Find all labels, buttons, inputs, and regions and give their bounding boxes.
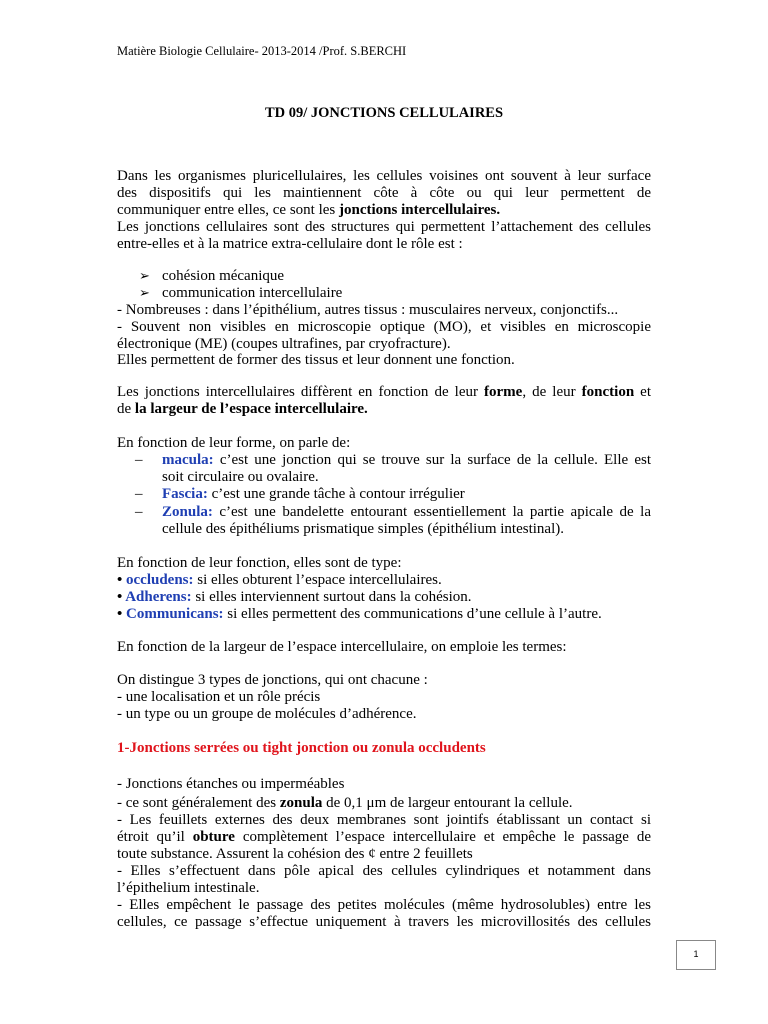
dash-bullet: – bbox=[135, 504, 143, 520]
differ-line-1: Les jonctions intercellulaires diffèrent en fonction de leur forme, de leur fonction et bbox=[117, 384, 652, 400]
intro-line-3: communiquer entre elles, ce sont les jonctions intercellulaires. bbox=[117, 202, 501, 218]
section-line-3: - Les feuillets externes des deux membranes sont jointifs établissant un contact si bbox=[117, 812, 651, 828]
zonula-line-2: cellule des épithéliums prismatique simples (épithélium intestinal). bbox=[162, 521, 564, 537]
types-line-3: - un type ou un groupe de molécules d’adhérence. bbox=[117, 706, 417, 722]
zonula-term: Zonula: bbox=[162, 504, 213, 520]
intro-line-5: entre-elles et à la matrice extra-cellulaire dont le rôle est : bbox=[117, 236, 463, 252]
section-line-2: - ce sont généralement des zonula de 0,1 μm de largeur entourant la cellule. bbox=[117, 795, 573, 811]
arrow-bullet-icon: ➢ bbox=[139, 268, 150, 283]
types-line-2: - une localisation et un rôle précis bbox=[117, 689, 321, 705]
intro-line-4: Les jonctions cellulaires sont des structures qui permettent l’attachement des cellules bbox=[117, 219, 651, 235]
fascia-line: Fascia: c’est une grande tâche à contour irrégulier bbox=[162, 486, 465, 502]
fascia-term: Fascia: bbox=[162, 486, 208, 502]
role-item: cohésion mécanique bbox=[162, 268, 285, 284]
intro-line-1: Dans les organismes pluricellulaires, les cellules voisines ont souvent à leur surface bbox=[117, 168, 651, 184]
section-line-6: - Elles s’effectuent dans pôle apical des cellules cylindriques et notamment dans bbox=[117, 863, 651, 879]
fonction-adherens: • Adherens: si elles interviennent surtout dans la cohésion. bbox=[117, 589, 472, 605]
fonction-intro: En fonction de leur fonction, elles sont de type: bbox=[117, 555, 402, 571]
role-item: communication intercellulaire bbox=[162, 285, 343, 301]
differ-line-2: de la largeur de l’espace intercellulaire. bbox=[117, 401, 368, 417]
zonula-line-1: Zonula: c’est une bandelette entourant essentiellement la partie apicale de la bbox=[162, 504, 651, 520]
fonction-communicans: • Communicans: si elles permettent des communications d’une cellule à l’autre. bbox=[117, 606, 602, 622]
types-line-1: On distingue 3 types de jonctions, qui ont chacune : bbox=[117, 672, 428, 688]
dash-bullet: – bbox=[135, 452, 143, 468]
section-heading: 1-Jonctions serrées ou tight jonction ou zonula occludents bbox=[117, 740, 486, 756]
page-title: TD 09/ JONCTIONS CELLULAIRES bbox=[264, 105, 504, 121]
fonction-occludens: • occludens: si elles obturent l’espace intercellulaires. bbox=[117, 572, 442, 588]
section-line-4: étroit qu’il obture complètement l’espace intercellulaire et empêche le passage de bbox=[117, 829, 651, 845]
macula-term: macula: bbox=[162, 452, 214, 468]
largeur-line: En fonction de la largeur de l’espace intercellulaire, on emploie les termes: bbox=[117, 639, 567, 655]
detail-line-1: - Nombreuses : dans l’épithélium, autres tissus : musculaires nerveux, conjonctifs... bbox=[117, 302, 619, 318]
section-line-1: - Jonctions étanches ou imperméables bbox=[117, 776, 345, 792]
intro-line-2: des dispositifs qui les maintiennent côte à côte ou qui leur permettent de bbox=[117, 185, 651, 201]
forme-intro: En fonction de leur forme, on parle de: bbox=[117, 435, 351, 451]
detail-line-4: Elles permettent de former des tissus et leur donnent une fonction. bbox=[117, 352, 515, 368]
dash-bullet: – bbox=[135, 486, 143, 502]
detail-line-3: électronique (ME) (coupes ultrafines, par cryofracture). bbox=[117, 336, 451, 352]
section-line-7: l’épithelium intestinale. bbox=[117, 880, 260, 896]
page-header: Matière Biologie Cellulaire- 2013-2014 /Prof. S.BERCHI bbox=[117, 44, 407, 58]
section-line-5: toute substance. Assurent la cohésion des ¢ entre 2 feuillets bbox=[117, 846, 473, 862]
page-number: 1 bbox=[676, 940, 716, 970]
detail-line-2: - Souvent non visibles en microscopie optique (MO), et visibles en microscopie bbox=[117, 319, 651, 335]
arrow-bullet-icon: ➢ bbox=[139, 285, 150, 300]
intro-term: jonctions intercellulaires. bbox=[339, 202, 501, 218]
section-line-8: - Elles empêchent le passage des petites molécules (même hydrosolubles) entre les bbox=[117, 897, 651, 913]
section-line-9: cellules, ce passage s’effectue uniquement à travers les microvillosités des cellules bbox=[117, 914, 651, 930]
page-fold-icon bbox=[700, 957, 714, 969]
macula-line-2: soit circulaire ou ovalaire. bbox=[162, 469, 319, 485]
macula-line-1: macula: c’est une jonction qui se trouve sur la surface de la cellule. Elle est bbox=[162, 452, 651, 468]
